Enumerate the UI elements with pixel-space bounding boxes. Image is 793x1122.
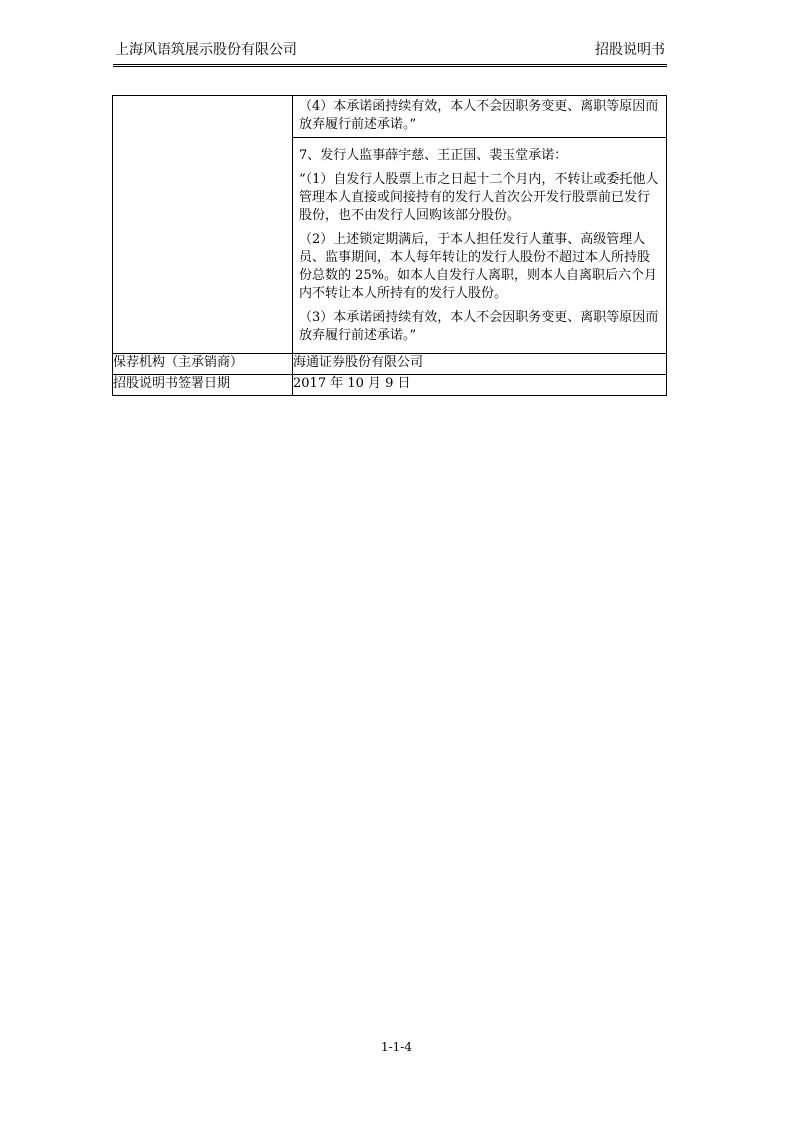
sponsor-label: 保荐机构（主承销商）	[113, 354, 293, 375]
offering-summary-table	[112, 95, 667, 396]
sign-date-label: 招股说明书签署日期	[113, 375, 293, 396]
table-row	[113, 354, 667, 375]
empty-label-cell	[113, 96, 293, 354]
header-divider	[113, 64, 667, 67]
sign-date-value: 2017 年 10 月 9 日	[293, 375, 667, 396]
document-title: 招股说明书	[595, 42, 665, 58]
page-header	[113, 38, 667, 62]
supervisor-commitment-heading: 7、发行人监事薛宇慈、王正国、裴玉堂承诺：	[299, 148, 568, 163]
supervisor-commitment-cell	[293, 138, 667, 354]
supervisor-commitment-item-2: （2）上述锁定期满后，于本人担任发行人董事、高级管理人员、监事期间，本人每年转让的发行人股份不超过本人所持股份总数的 25%。如本人自发行人离职，则本人自离职后六个月内不转让本人所持有的发行人股份。	[299, 232, 658, 301]
table-row	[113, 96, 667, 138]
company-name: 上海风语筑展示股份有限公司	[115, 42, 297, 58]
page-number: 1-1-4	[380, 1040, 412, 1054]
commitment-item-4: （4）本承诺函持续有效，本人不会因职务变更、离职等原因而放弃履行前述承诺。”	[299, 99, 659, 132]
commitment-cell	[293, 96, 667, 138]
table-row	[113, 375, 667, 396]
sponsor-value: 海通证券股份有限公司	[293, 354, 667, 375]
supervisor-commitment-item-1: “（1）自发行人股票上市之日起十二个月内，不转让或委托他人管理本人直接或间接持有的发行人首次公开发行股票前已发行股份，也不由发行人回购该部分股份。	[299, 172, 659, 223]
supervisor-commitment-item-3: （3）本承诺函持续有效，本人不会因职务变更、离职等原因而放弃履行前述承诺。”	[299, 310, 659, 343]
